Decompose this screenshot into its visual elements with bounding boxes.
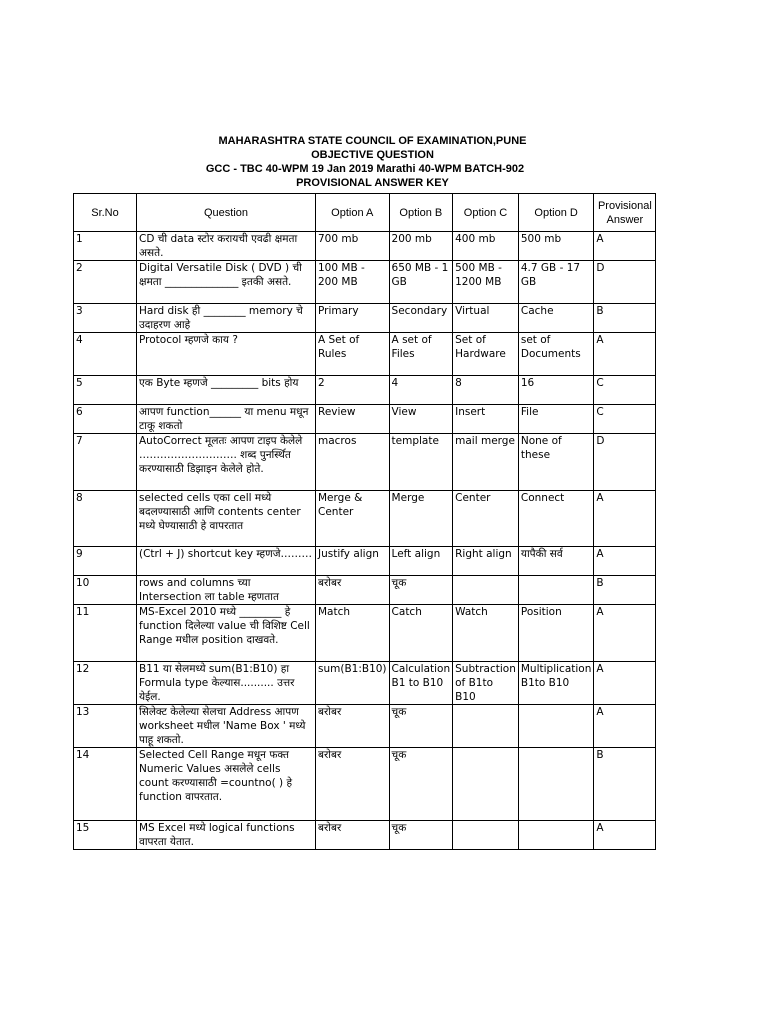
question-cell: आपण function______ या menu मधून टाकू शकतो — [137, 405, 316, 434]
option-d-cell: Connect — [518, 491, 594, 547]
answer-cell: C — [594, 376, 656, 405]
question-cell: rows and columns च्या Intersection ला table म्हणतात — [137, 576, 316, 605]
sr-cell: 4 — [74, 333, 137, 376]
col-header-option-b: Option B — [389, 194, 453, 232]
answer-cell: A — [594, 491, 656, 547]
answer-cell: A — [594, 232, 656, 261]
table-row — [74, 376, 656, 405]
document-type: OBJECTIVE QUESTION — [311, 149, 434, 161]
option-c-cell: Right align — [453, 547, 519, 576]
option-b-cell: Merge — [389, 491, 453, 547]
option-b-cell: 650 MB - 1 GB — [389, 261, 453, 304]
question-cell: (Ctrl + J) shortcut key म्हणजे……… — [137, 547, 316, 576]
option-a-cell: बरोबर — [316, 576, 390, 605]
option-a-cell: Primary — [316, 304, 390, 333]
option-c-cell: Virtual — [453, 304, 519, 333]
option-d-cell — [518, 821, 594, 850]
question-cell: एक Byte म्हणजे _________ bits होय — [137, 376, 316, 405]
option-d-cell: Multiplication B1to B10 — [518, 662, 594, 705]
answer-cell: A — [594, 547, 656, 576]
question-cell: AutoCorrect मूलतः आपण टाइप केलेले ………………………. शब्द पुनर्स्थित करण्यासाठी डिझाइन केलेले होते. — [137, 434, 316, 491]
table-row — [74, 576, 656, 605]
answer-cell: B — [594, 304, 656, 333]
answer-key-title: PROVISIONAL ANSWER KEY — [296, 177, 449, 189]
question-cell: selected cells एका cell मध्ये बदलण्यासाठी आणि contents center मध्ये घेण्यासाठी हे वापरतात — [137, 491, 316, 547]
option-c-cell: Set of Hardware — [453, 333, 519, 376]
table-row — [74, 748, 656, 821]
answer-cell: C — [594, 405, 656, 434]
question-cell: MS-Excel 2010 मध्ये ________ हे function दिलेल्या value ची विशिष्ट Cell Range मधील position दाखवते. — [137, 605, 316, 662]
sr-cell: 3 — [74, 304, 137, 333]
option-c-cell: mail merge — [453, 434, 519, 491]
option-c-cell: Subtraction of B1to B10 — [453, 662, 519, 705]
sr-cell: 6 — [74, 405, 137, 434]
col-header-option-c: Option C — [453, 194, 519, 232]
option-a-cell: बरोबर — [316, 748, 390, 821]
option-d-cell: Position — [518, 605, 594, 662]
option-a-cell: 2 — [316, 376, 390, 405]
table-header-row — [74, 194, 656, 232]
option-a-cell: 700 mb — [316, 232, 390, 261]
sr-cell: 12 — [74, 662, 137, 705]
option-b-cell: Calculation B1 to B10 — [389, 662, 453, 705]
option-d-cell: File — [518, 405, 594, 434]
sr-cell: 9 — [74, 547, 137, 576]
sr-cell: 5 — [74, 376, 137, 405]
option-b-cell: A set of Files — [389, 333, 453, 376]
option-d-cell — [518, 705, 594, 748]
option-a-cell: Justify align — [316, 547, 390, 576]
table-row — [74, 705, 656, 748]
option-b-cell: Catch — [389, 605, 453, 662]
option-b-cell: Secondary — [389, 304, 453, 333]
exam-details: GCC - TBC 40-WPM 19 Jan 2019 Marathi 40-WPM BATCH-902 — [205, 163, 525, 175]
table-row — [74, 605, 656, 662]
option-d-cell: None of these — [518, 434, 594, 491]
option-b-cell: template — [389, 434, 453, 491]
option-b-cell: चूक — [389, 821, 453, 850]
answer-cell: A — [594, 821, 656, 850]
answer-cell: A — [594, 333, 656, 376]
col-header-sr: Sr.No — [74, 194, 137, 232]
table-row — [74, 547, 656, 576]
document-header — [0, 134, 770, 190]
option-d-cell — [518, 576, 594, 605]
table-row — [74, 232, 656, 261]
answer-cell: D — [594, 434, 656, 491]
option-d-cell: 4.7 GB - 17 GB — [518, 261, 594, 304]
option-a-cell: Review — [316, 405, 390, 434]
option-c-cell — [453, 748, 519, 821]
sr-cell: 8 — [74, 491, 137, 547]
sr-cell: 7 — [74, 434, 137, 491]
option-a-cell: 100 MB - 200 MB — [316, 261, 390, 304]
col-header-option-d: Option D — [518, 194, 594, 232]
option-b-cell: चूक — [389, 748, 453, 821]
col-header-answer: Provisional Answer — [594, 194, 656, 232]
table-row — [74, 662, 656, 705]
option-a-cell: A Set of Rules — [316, 333, 390, 376]
question-cell: MS Excel मध्ये logical functions वापरता येतात. — [137, 821, 316, 850]
option-c-cell: 8 — [453, 376, 519, 405]
answer-cell: A — [594, 605, 656, 662]
answer-cell: B — [594, 748, 656, 821]
option-d-cell: Cache — [518, 304, 594, 333]
option-b-cell: चूक — [389, 576, 453, 605]
option-d-cell: यापैकी सर्व — [518, 547, 594, 576]
table-row — [74, 491, 656, 547]
option-d-cell: 16 — [518, 376, 594, 405]
table-row — [74, 405, 656, 434]
option-c-cell: 400 mb — [453, 232, 519, 261]
option-c-cell: Center — [453, 491, 519, 547]
option-b-cell: चूक — [389, 705, 453, 748]
sr-cell: 11 — [74, 605, 137, 662]
question-cell: B11 या सेलमध्ये sum(B1:B10) हा Formula type केल्यास.......... उत्तर येईल. — [137, 662, 316, 705]
option-d-cell: 500 mb — [518, 232, 594, 261]
question-cell: Digital Versatile Disk ( DVD ) ची क्षमता ______________ इतकी असते. — [137, 261, 316, 304]
table-row — [74, 333, 656, 376]
sr-cell: 10 — [74, 576, 137, 605]
sr-cell: 15 — [74, 821, 137, 850]
sr-cell: 14 — [74, 748, 137, 821]
option-b-cell: 200 mb — [389, 232, 453, 261]
option-a-cell: बरोबर — [316, 705, 390, 748]
sr-cell: 2 — [74, 261, 137, 304]
option-a-cell: Merge & Center — [316, 491, 390, 547]
question-cell: Hard disk ही ________ memory चे उदाहरण आहे — [137, 304, 316, 333]
table-row — [74, 261, 656, 304]
council-title: MAHARASHTRA STATE COUNCIL OF EXAMINATION,PUNE — [218, 135, 527, 147]
question-cell: CD ची data स्टोर करायची एवढी क्षमता असते. — [137, 232, 316, 261]
option-a-cell: macros — [316, 434, 390, 491]
option-d-cell: set of Documents — [518, 333, 594, 376]
answer-cell: D — [594, 261, 656, 304]
question-cell: Selected Cell Range मधून फक्त Numeric Values असलेले cells count करण्यासाठी =countno( ) हे function वापरतात. — [137, 748, 316, 821]
answer-cell: A — [594, 662, 656, 705]
option-c-cell: 500 MB - 1200 MB — [453, 261, 519, 304]
sr-cell: 13 — [74, 705, 137, 748]
sr-cell: 1 — [74, 232, 137, 261]
option-c-cell: Watch — [453, 605, 519, 662]
option-b-cell: 4 — [389, 376, 453, 405]
option-a-cell: sum(B1:B10) — [316, 662, 390, 705]
col-header-question: Question — [137, 194, 316, 232]
option-c-cell — [453, 705, 519, 748]
question-cell: सिलेक्ट केलेल्या सेलचा Address आपण worksheet मधील 'Name Box ' मध्ये पाहू शकतो. — [137, 705, 316, 748]
col-header-option-a: Option A — [316, 194, 390, 232]
answer-cell: B — [594, 576, 656, 605]
answer-cell: A — [594, 705, 656, 748]
option-c-cell: Insert — [453, 405, 519, 434]
option-a-cell: Match — [316, 605, 390, 662]
table-row — [74, 434, 656, 491]
option-a-cell: बरोबर — [316, 821, 390, 850]
option-c-cell — [453, 576, 519, 605]
option-c-cell — [453, 821, 519, 850]
answer-key-table — [73, 193, 656, 850]
table-row — [74, 304, 656, 333]
option-d-cell — [518, 748, 594, 821]
option-b-cell: Left align — [389, 547, 453, 576]
option-b-cell: View — [389, 405, 453, 434]
table-row — [74, 821, 656, 850]
question-cell: Protocol म्हणजे काय ? — [137, 333, 316, 376]
